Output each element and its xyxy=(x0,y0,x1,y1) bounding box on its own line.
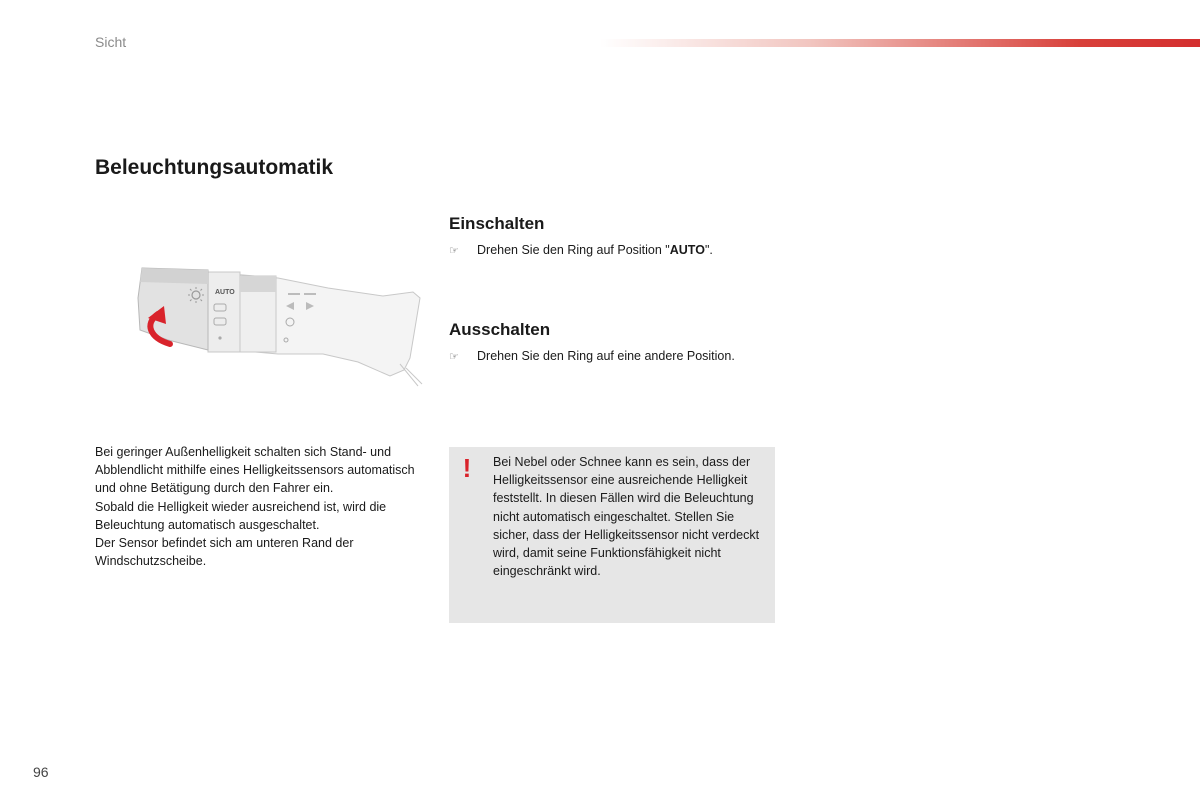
warning-box xyxy=(449,447,775,623)
description-paragraph: Bei geringer Außenhelligkeit schalten sich Stand- und Abblendlicht mithilfe eines Helligkeitssensors automatisch und ohne Betätigung durch den Fahrer ein. xyxy=(95,445,415,496)
section-label: Sicht xyxy=(95,34,127,50)
pointing-hand-icon: ☞ xyxy=(449,245,459,257)
header-accent-bar xyxy=(600,39,1200,47)
instruction-einschalten xyxy=(449,243,713,257)
page-number: 96 xyxy=(33,764,49,780)
section-heading-ausschalten: Ausschalten xyxy=(449,320,551,339)
description-paragraph: Der Sensor befindet sich am unteren Rand der Windschutzscheibe. xyxy=(95,536,354,569)
exclamation-icon: ! xyxy=(462,453,472,483)
page-title: Beleuchtungsautomatik xyxy=(95,156,334,179)
section-heading-einschalten: Einschalten xyxy=(449,214,545,233)
description-paragraph: Sobald die Helligkeit wieder ausreichend ist, wird die Beleuchtung automatisch ausgeschaltet. xyxy=(95,499,387,532)
instruction-einschalten-text: Drehen Sie den Ring auf Position "AUTO". xyxy=(477,243,713,257)
warning-text: Bei Nebel oder Schnee kann es sein, dass der Helligkeitssensor eine ausreichende Helligkeit feststellt. In diesen Fällen wird die Beleuchtung nicht automatisch eingeschaltet. Stellen Sie sicher, dass der Helligkeitssensor nicht verdeckt wird, damit seine Funktionsfähigkeit nicht eingeschränkt wird. xyxy=(493,455,760,579)
pointing-hand-icon: ☞ xyxy=(449,351,459,363)
light-switch-lever-illustration xyxy=(128,258,424,398)
auto-label: AUTO xyxy=(215,289,235,296)
instruction-ausschalten-text: Drehen Sie den Ring auf eine andere Position. xyxy=(477,349,735,363)
description-text xyxy=(95,443,415,570)
instruction-ausschalten xyxy=(449,349,735,363)
